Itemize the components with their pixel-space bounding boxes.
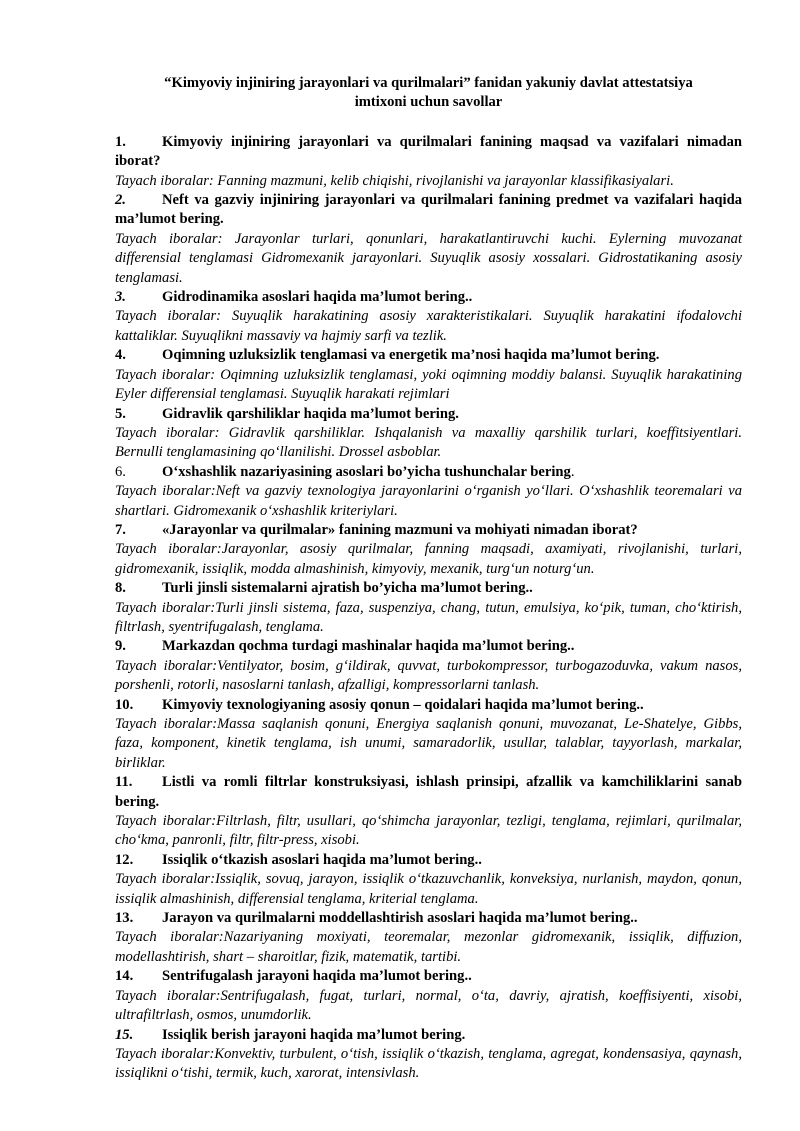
question-text: Sentrifugalash jarayoni haqida ma’lumot bering..: [162, 968, 472, 985]
question-item: [115, 637, 742, 695]
question-item: [115, 773, 742, 851]
question-text: «Jarayonlar va qurilmalar» fanining mazmuni va mohiyati nimadan iborat?: [162, 521, 638, 538]
question-text: Turli jinsli sistemalarni ajratish bo’yicha ma’lumot bering..: [162, 580, 533, 597]
question-item: [115, 191, 742, 288]
question-item: [115, 405, 742, 463]
question-keywords: Tayach iboralar:Neft va gazviy texnologiya jarayonlarini o‘rganish yo‘llari. O‘xshashlik teoremalari va shartlari. Gidromexanik o‘xshashlik kriteriylari.: [115, 483, 742, 519]
question-number: 14.: [115, 968, 134, 985]
document-title: [115, 74, 742, 113]
question-heading: [115, 191, 742, 230]
question-keywords: Tayach iboralar: Suyuqlik harakatining asosiy xarakteristikalari. Suyuqlik harakatini ifodalovchi kattaliklar. Suyuqlikni massaviy va hajmiy sarfi va tezlik.: [115, 308, 742, 344]
question-heading: [115, 773, 742, 812]
question-number: 6.: [115, 463, 126, 480]
question-number: 9.: [115, 638, 126, 655]
question-number: 12.: [115, 851, 134, 868]
question-text: Kimyoviy injiniring jarayonlari va qurilmalari fanining maqsad va vazifalari nimadan iborat?: [115, 133, 742, 170]
question-heading: [115, 851, 742, 870]
question-keywords: Tayach iboralar:Ventilyator, bosim, g‘ildirak, quvvat, turbokompressor, turbogazoduvka, vakum nasos, porshenli, rotorli, nasoslarni tanlash, afzalligi, kompressorlarni tanlash.: [115, 657, 742, 694]
question-keywords: Tayach iboralar: Gidravlik qarshiliklar. Ishqalanish va maxalliy qarshilik turlari, koeffitsiyentlari. Bernulli tenglamasining qo‘llanilishi. Drossel asboblar.: [115, 424, 742, 461]
question-keywords: Tayach iboralar:Jarayonlar, asosiy qurilmalar, fanning maqsadi, axamiyati, rivojlanishi, turlari, gidromexanik, issiqlik, modda almashinish, kimyoviy, mexanik, turg‘un noturg‘un.: [115, 541, 742, 577]
question-item: [115, 521, 742, 579]
question-item: [115, 579, 742, 637]
question-number: 2.: [115, 192, 126, 209]
question-item: [115, 133, 742, 191]
question-number: 3.: [115, 289, 126, 306]
question-heading: [115, 405, 742, 424]
question-number: 1.: [115, 133, 126, 150]
question-heading: [115, 579, 742, 598]
question-number: 5.: [115, 405, 126, 422]
question-text: Kimyoviy texnologiyaning asosiy qonun – qoidalari haqida ma’lumot bering..: [162, 696, 644, 713]
question-text: Listli va romli filtrlar konstruksiyasi, ishlash prinsipi, afzallik va kamchiliklarini sanab bering.: [115, 774, 742, 810]
question-text: Jarayon va qurilmalarni moddellashtirish asoslari haqida ma’lumot bering..: [162, 910, 638, 927]
question-keywords: Tayach iboralar:Massa saqlanish qonuni, Energiya saqlanish qonuni, muvozanat, Le-Shatelye, Gibbs, faza, komponent, kinetik tenglama, ish unumi, samaradorlik, usullar, talablar, tayyorlash, markalar, birliklar.: [115, 716, 742, 771]
question-heading: [115, 463, 742, 482]
question-keywords: Tayach iboralar: Fanning mazmuni, kelib chiqishi, rivojlanishi va jarayonlar klassifikasiyalari.: [115, 172, 674, 189]
question-item: [115, 851, 742, 909]
question-item: [115, 288, 742, 346]
question-item: [115, 1026, 742, 1084]
question-text: Markazdan qochma turdagi mashinalar haqida ma’lumot bering..: [162, 638, 575, 655]
question-keywords: Tayach iboralar: Oqimning uzluksizlik tenglamasi, yoki oqimning moddiy balansi. Suyuqlik harakatining Eyler differensial tenglamasi. Suyuqlik harakati rejimlari: [115, 366, 742, 403]
question-number: 7.: [115, 521, 126, 538]
question-text: Issiqlik o‘tkazish asoslari haqida ma’lumot bering..: [162, 851, 482, 868]
question-keywords: Tayach iboralar:Filtrlash, filtr, usullari, qo‘shimcha jarayonlar, tezligi, tenglama, rejimlari, qurilmalar, cho‘kma, panronli, filtr, filtr-press, xisobi.: [115, 813, 742, 849]
question-heading: [115, 909, 742, 928]
question-number: 10.: [115, 696, 134, 713]
title-line-1: “Kimyoviy injiniring jarayonlari va qurilmalari” fanidan yakuniy davlat attestatsiya: [164, 75, 693, 91]
question-item: [115, 909, 742, 967]
question-text: Issiqlik berish jarayoni haqida ma’lumot bering.: [162, 1026, 466, 1043]
question-text: Gidravlik qarshiliklar haqida ma’lumot bering.: [162, 405, 459, 422]
question-heading: [115, 288, 742, 307]
question-heading: [115, 1026, 742, 1045]
question-number: 13.: [115, 910, 134, 927]
question-text: Oqimning uzluksizlik tenglamasi va energetik ma’nosi haqida ma’lumot bering.: [162, 347, 660, 364]
question-text: Gidrodinamika asoslari haqida ma’lumot bering..: [162, 289, 473, 306]
question-keywords: Tayach iboralar:Issiqlik, sovuq, jarayon, issiqlik o‘tkazuvchanlik, konveksiya, nurlanish, maydon, qonun, issiqlik almashinish, differensial tenglama, kriterial tenglama.: [115, 871, 742, 907]
question-keywords: Tayach iboralar:Konvektiv, turbulent, o‘tish, issiqlik o‘tkazish, tenglama, agregat, kondensasiya, qaynash, issiqlikni o‘tishi, termik, kuch, xarorat, intensivlash.: [115, 1045, 742, 1082]
question-heading: [115, 133, 742, 172]
question-text: Neft va gazviy injiniring jarayonlari va qurilmalari fanining predmet va vazifalari haqida ma’lumot bering.: [115, 192, 742, 228]
question-heading: [115, 696, 742, 715]
question-keywords: Tayach iboralar:Nazariyaning moxiyati, teoremalar, mezonlar gidromexanik, issiqlik, diffuzion, modellashtirish, shart – sharoitlar, fizik, matematik, tartibi.: [115, 929, 742, 965]
question-keywords: Tayach iboralar:Turli jinsli sistema, faza, suspenziya, chang, tutun, emulsiya, ko‘pik, tuman, cho‘ktirish, filtrlash, syentrifugalash, tenglama.: [115, 599, 742, 635]
question-item: [115, 346, 742, 404]
title-line-2: imtixoni uchun savollar: [354, 94, 503, 111]
question-number: 15.: [115, 1026, 134, 1043]
question-item: [115, 696, 742, 774]
question-number: 11.: [115, 774, 133, 791]
question-text-tail: .: [570, 463, 575, 480]
question-item: [115, 463, 742, 521]
question-heading: [115, 967, 742, 986]
question-keywords: Tayach iboralar:Sentrifugalash, fugat, turlari, normal, o‘ta, davriy, ajratish, koeffisiyenti, xisobi, ultrafiltrlash, osmos, unumdorlik.: [115, 987, 742, 1024]
question-number: 4.: [115, 347, 126, 364]
question-heading: [115, 346, 742, 365]
question-keywords: Tayach iboralar: Jarayonlar turlari, qonunlari, harakatlantiruvchi kuchi. Eylerning muvozanat differensial tenglamasi Gidromexanik jarayonlari. Suyuqlik asosiy xossalari. Gidrostatikaning asosiy tenglamasi.: [115, 230, 742, 286]
question-heading: [115, 637, 742, 656]
question-text: O‘xshashlik nazariyasining asoslari bo’yicha tushunchalar bering: [162, 463, 571, 480]
question-number: 8.: [115, 580, 126, 597]
question-heading: [115, 521, 742, 540]
question-item: [115, 967, 742, 1025]
